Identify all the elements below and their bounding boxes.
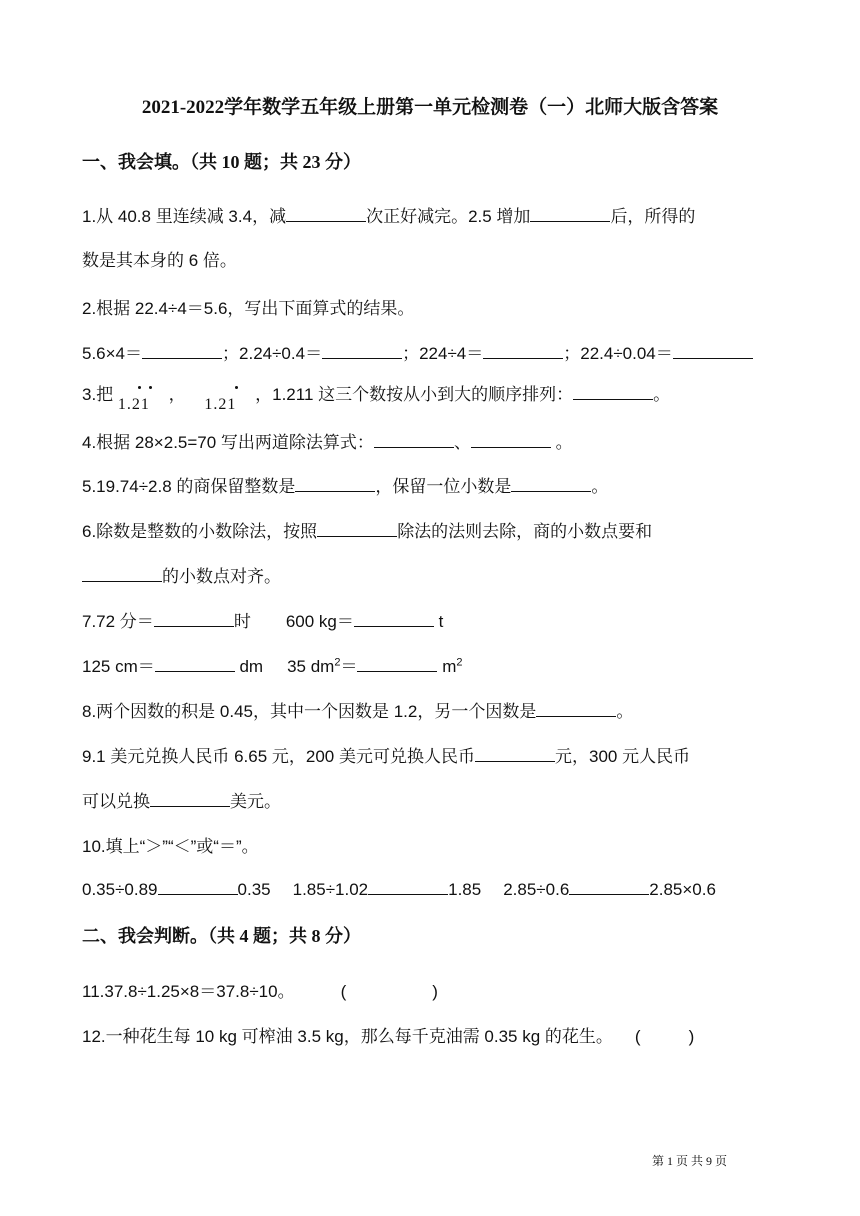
repeat-dot (235, 386, 238, 389)
question-12-line (82, 1022, 694, 1047)
question-text: ，保留一位小数是 (375, 477, 512, 496)
question-text: 1.从 40.8 里连续减 3.4，减 (82, 207, 287, 226)
repeating-decimal-1 (118, 384, 164, 414)
question-text: 除法的法则去除，商的小数点要和 (397, 522, 653, 541)
question-10-line-1 (82, 832, 259, 857)
answer-paren-open: ( (634, 1027, 641, 1046)
question-text: 10.填上“＞”“＜”或“＝”。 (82, 837, 259, 856)
question-6-line-1 (82, 517, 652, 542)
question-5-line (82, 472, 608, 497)
answer-blank[interactable] (374, 430, 454, 448)
question-text: ＝ (340, 657, 358, 676)
repeat-dot (138, 386, 141, 389)
answer-paren-close: ) (688, 1027, 695, 1046)
question-text: ；22.4÷0.04＝ (563, 344, 673, 363)
question-text: 7.72 分＝ (82, 612, 154, 631)
decimal-digits: 1.21 (117, 396, 150, 413)
question-text: 11.37.8÷1.25×8＝37.8÷10。 (82, 982, 295, 1001)
question-text: 5.19.74÷2.8 的商保留整数是 (82, 477, 296, 496)
question-2-line-1 (82, 294, 414, 319)
answer-blank[interactable] (573, 382, 653, 400)
question-7-line-2 (82, 652, 462, 677)
question-text: 。 (616, 702, 634, 721)
question-text: 4.根据 28×2.5=70 写出两道除法算式： (82, 433, 374, 452)
question-text: 12.一种花生每 10 kg 可榨油 3.5 kg，那么每千克油需 0.35 kg 的花生。 (82, 1027, 613, 1046)
question-text: 可以兑换 (82, 792, 150, 811)
question-text: 6.除数是整数的小数除法，按照 (82, 522, 318, 541)
answer-blank[interactable] (569, 877, 649, 895)
answer-blank[interactable] (673, 341, 753, 359)
answer-blank[interactable] (142, 341, 222, 359)
question-text: 2.根据 22.4÷4＝5.6，写出下面算式的结果。 (82, 299, 415, 318)
section-heading-fill: 一、我会填。（共 10 题；共 23 分） (82, 152, 361, 172)
question-text: 5.6×4＝ (82, 344, 143, 363)
question-text: m (437, 657, 457, 676)
answer-blank[interactable] (536, 699, 616, 717)
question-9-line-2 (82, 787, 281, 812)
question-3-line (82, 380, 670, 414)
question-text: 600 kg＝ (285, 612, 354, 631)
question-text: dm (234, 657, 264, 676)
answer-blank[interactable] (322, 341, 402, 359)
answer-blank[interactable] (475, 744, 555, 762)
question-text: ，1.211 这三个数按从小到大的顺序排列： (255, 385, 574, 404)
question-text: ， (168, 385, 186, 404)
question-text: 。 (550, 433, 573, 452)
question-text: 3.把 (82, 385, 114, 404)
question-text: ；224÷4＝ (402, 344, 484, 363)
answer-paren-close: ) (432, 982, 438, 1001)
question-text: 1.85 (448, 880, 482, 899)
question-11-line (82, 977, 438, 1002)
question-8-line (82, 697, 633, 722)
answer-blank[interactable] (471, 430, 551, 448)
answer-blank[interactable] (150, 789, 230, 807)
question-text: 、 (453, 433, 471, 452)
question-7-line-1 (82, 607, 443, 632)
question-text: 元，300 元人民币 (554, 747, 691, 766)
question-text: ；2.24÷0.4＝ (222, 344, 323, 363)
repeating-decimal-2 (204, 384, 250, 414)
section-heading-judge: 二、我会判断。（共 4 题；共 8 分） (82, 926, 361, 946)
question-text: 时 (233, 612, 251, 631)
answer-paren-open: ( (340, 982, 347, 1001)
answer-blank[interactable] (158, 877, 238, 895)
repeat-dot (149, 386, 152, 389)
question-10-line-2 (82, 877, 716, 900)
question-2-line-2 (82, 339, 753, 364)
answer-blank[interactable] (82, 564, 162, 582)
question-text: 1.85÷1.02 (292, 880, 369, 899)
question-text: 8.两个因数的积是 0.45，其中一个因数是 1.2，另一个因数是 (82, 702, 537, 721)
question-text: 次正好减完。2.5 增加 (366, 207, 531, 226)
question-text: 的小数点对齐。 (162, 567, 281, 586)
question-text: 2.85×0.6 (649, 880, 716, 899)
question-text: 125 cm＝ (82, 657, 155, 676)
question-text: 。 (653, 385, 671, 404)
question-1-line-2 (82, 246, 237, 271)
answer-blank[interactable] (155, 654, 235, 672)
document-title: 2021-2022学年数学五年级上册第一单元检测卷（一）北师大版含答案 (141, 97, 719, 118)
question-text: 。 (591, 477, 609, 496)
question-9-line-1 (82, 742, 690, 767)
answer-blank[interactable] (286, 204, 366, 222)
decimal-digits: 1.21 (204, 396, 237, 413)
question-text: 0.35 (237, 880, 271, 899)
page-footer: 第 1 页 共 9 页 (652, 1154, 728, 1168)
answer-blank[interactable] (530, 204, 610, 222)
question-1-line-1 (82, 202, 695, 227)
answer-blank[interactable] (357, 654, 437, 672)
answer-blank[interactable] (295, 474, 375, 492)
exponent: 2 (334, 656, 341, 669)
question-text: 数是其本身的 6 倍。 (82, 251, 237, 270)
question-text: t (433, 612, 444, 631)
question-text: 9.1 美元兑换人民币 6.65 元，200 美元可兑换人民币 (82, 747, 475, 766)
answer-blank[interactable] (511, 474, 591, 492)
answer-blank[interactable] (317, 519, 397, 537)
question-text: 后，所得的 (610, 207, 696, 226)
question-text: 2.85÷0.6 (503, 880, 570, 899)
question-text: 美元。 (230, 792, 281, 811)
question-text: 35 dm (287, 657, 335, 676)
answer-blank[interactable] (483, 341, 563, 359)
question-4-line (82, 428, 573, 453)
question-text: 0.35÷0.89 (82, 880, 158, 899)
question-6-line-2 (82, 562, 281, 587)
answer-blank[interactable] (354, 609, 434, 627)
answer-blank[interactable] (368, 877, 448, 895)
answer-blank[interactable] (154, 609, 234, 627)
exponent: 2 (456, 656, 463, 669)
